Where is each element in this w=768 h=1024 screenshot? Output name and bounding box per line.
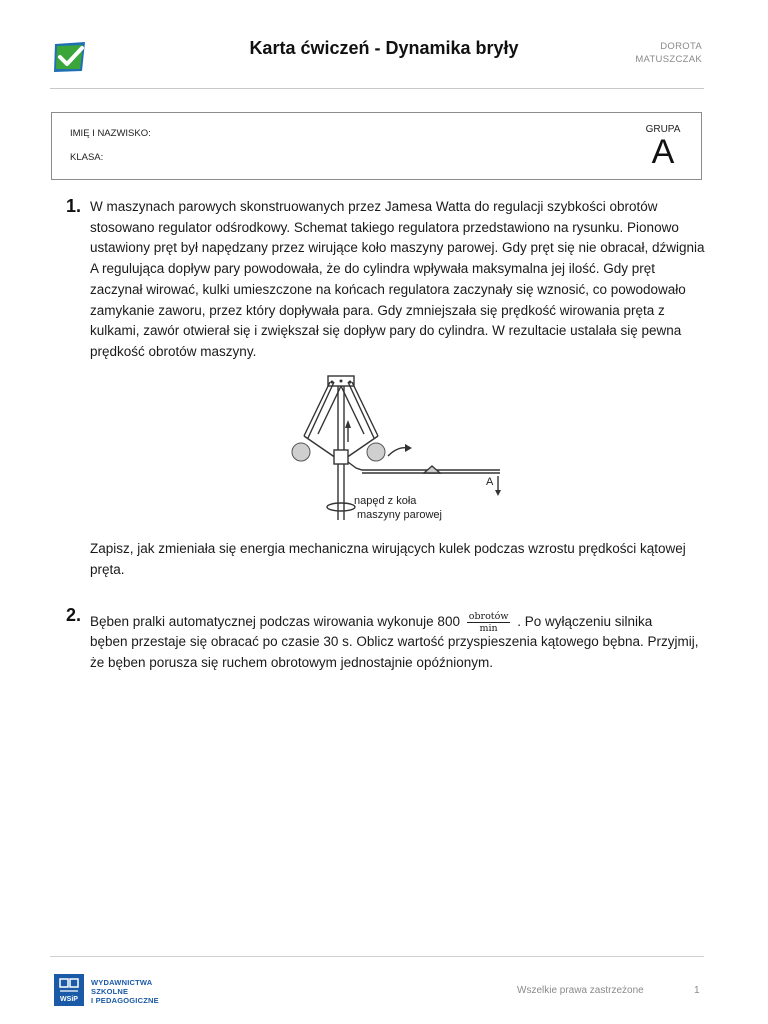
publisher-abbr: WSiP <box>60 996 78 1003</box>
publisher-name <box>91 978 159 1005</box>
lever-a-label: A <box>486 476 494 488</box>
copyright-notice: Wszelkie prawa zastrzeżone <box>517 985 644 996</box>
wsip-logo-icon <box>54 974 84 1006</box>
question-2-text: bęben przestaje się obracać po czasie 30 s. Oblicz wartość przyspieszenia kątowego bębna. Przyjmij, że bęben porusza się ruchem obrotowym jednostajnie opóźnionym. <box>90 634 699 670</box>
figure-caption-line-2: maszyny parowej <box>357 509 442 521</box>
class-field-label: KLASA: <box>70 152 104 163</box>
question-1-text: W maszynach parowych skonstruowanych przez Jamesa Watta do regulacji szybkości obrotów stosowano regulator odśrodkowy. Schemat takiego regulatora przedstawiono na rysunku. Pionowo ustawiony pręt był napędzany przez wirujące koło maszyny parowej. Gdy pręt się nie obracał, dźwignia A regulująca dopływ pary powodowała, że do cylindra wpływała maksymalna jej ilość. Gdy pręt zaczynał wirować, kulki umieszczone na końcach regulatora zaczynały się wznosić, co powodowało zamykanie zaworu, przez który dopływała para. Gdy zmniejszała się prędkość wirowania pręta z kulkami, zawór otwierał się i zwiększał się dopływ pary do cylindra. W rezultacie ustalała się pewna prędkość obrotów maszyny. <box>90 199 705 359</box>
figure-caption-line-1: napęd z koła <box>354 495 417 507</box>
publisher-line-1: WYDAWNICTWA <box>91 978 153 987</box>
header-divider <box>50 88 704 89</box>
author-first-name: DOROTA <box>660 41 702 52</box>
question-2-text-after: . Po wyłączeniu silnika <box>517 614 653 630</box>
author-name <box>635 40 702 66</box>
fraction-numerator: obrotów <box>468 611 509 622</box>
publisher-line-3: I PEDAGOGICZNE <box>91 996 159 1005</box>
fraction-denominator: min <box>479 623 498 634</box>
publisher-line-2: SZKOLNE <box>91 987 129 996</box>
question-2-first-line <box>90 611 652 634</box>
group-value: A <box>651 133 675 171</box>
question-1-task: Zapisz, jak zmieniała się energia mechaniczna wirujących kulek podczas wzrostu prędkości kątowej pręta. <box>90 541 686 577</box>
rpm-fraction <box>467 611 511 634</box>
question-2-text-before: Bęben pralki automatycznej podczas wirowania wykonuje 800 <box>90 614 460 630</box>
page-number: 1 <box>694 985 700 996</box>
page-title: Karta ćwiczeń - Dynamika bryły <box>249 38 519 58</box>
name-field-label: IMIĘ I NAZWISKO: <box>70 128 151 139</box>
question-2-number: 2. <box>66 605 82 625</box>
author-last-name: MATUSZCZAK <box>635 54 702 65</box>
footer-divider <box>50 956 704 957</box>
student-info-box <box>51 112 702 180</box>
group-label: GRUPA <box>645 124 681 135</box>
question-1-number: 1. <box>66 196 82 216</box>
